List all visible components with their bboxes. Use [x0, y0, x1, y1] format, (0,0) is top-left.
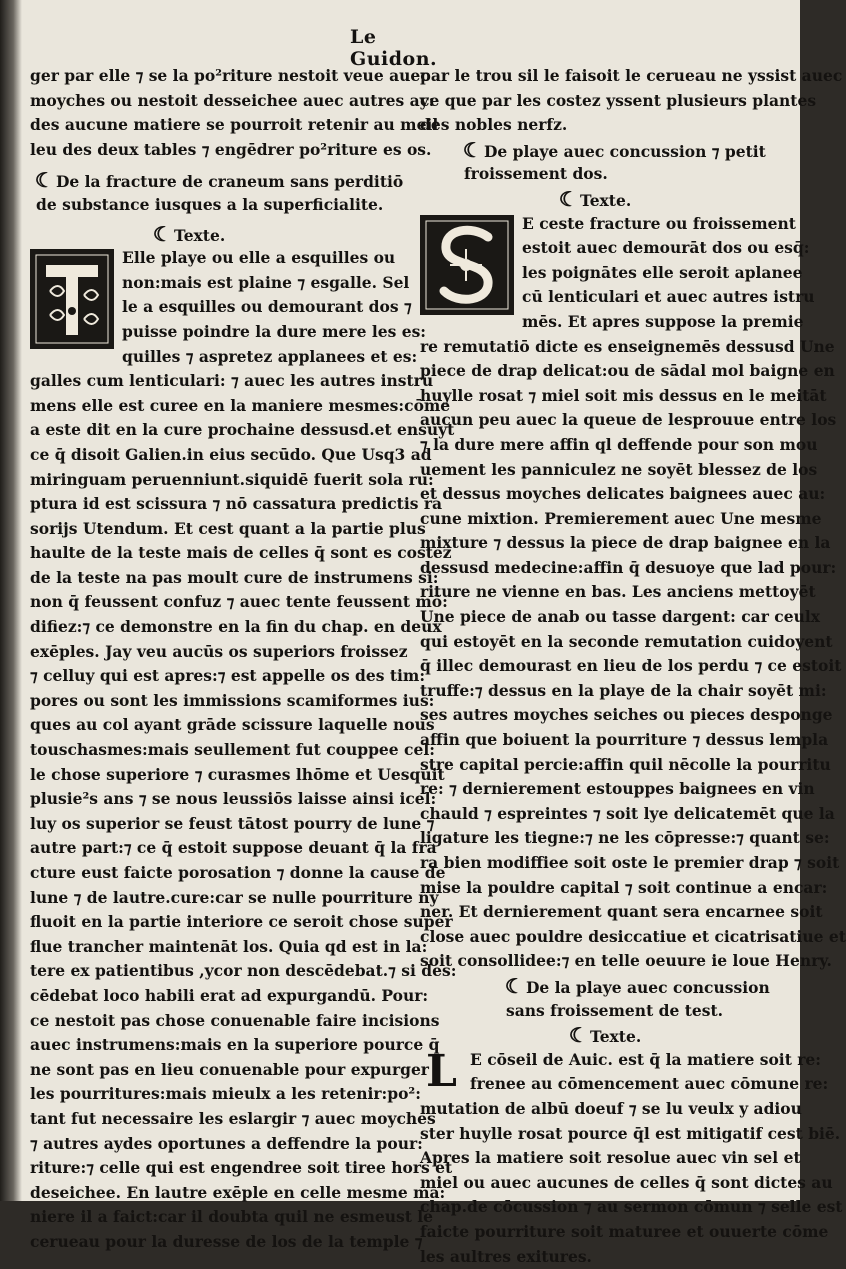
text-line: chap.de cōcussion ⁊ au sermon cōmun ⁊ selle est — [420, 1195, 772, 1220]
text-line: plusie²s ans ⁊ se nous leussiōs laisse ainsi icel: — [30, 787, 396, 812]
texte-line — [30, 222, 396, 247]
pilcrow-icon: ☾ — [153, 222, 174, 247]
text-line: quilles ⁊ aspretez applanees et es: — [30, 345, 396, 370]
texte-text: Texte. — [580, 191, 631, 210]
text-line: dessusd medecine:affin q̄ desuoye que lad pour: — [420, 556, 772, 581]
text-line: les aultres exitures. — [420, 1245, 772, 1269]
text-line: tere ex patientibus ,ycor non descēdebat.⁊ si des: — [30, 959, 396, 984]
pilcrow-icon: ☾ — [559, 187, 580, 212]
text-line: ques au col ayant grāde scissure laquelle nous — [30, 713, 396, 738]
text-line: le a esquilles ou demourant dos ⁊ — [30, 295, 396, 320]
floral-initial-art — [32, 251, 112, 347]
text-line: non:mais est plaine ⁊ esgalle. Sel — [30, 271, 396, 296]
text-line: les pourritures:mais mieulx a les retenir:po²: — [30, 1082, 396, 1107]
text-line: mutation de albū doeuf ⁊ se lu veulx y adiou — [420, 1097, 772, 1122]
pilcrow-icon: ☾ — [463, 138, 484, 163]
text-line: le chose superiore ⁊ curasmes lhōme et Uesquit — [30, 763, 396, 788]
text-line: ster huylle rosat pource q̄l est mitigatif cest biē. — [420, 1122, 772, 1147]
heading-line: de substance iusques a la superficialite. — [30, 193, 396, 218]
text-line: q̄ illec demourast en lieu de los perdu ⁊ ce estoit — [420, 654, 772, 679]
left-column — [30, 64, 396, 1255]
text-line: affin que boiuent la pourriture ⁊ dessus lempla — [420, 728, 772, 753]
text-line: les poignātes elle seroit aplanee — [420, 261, 772, 286]
text-line: ger par elle ⁊ se la po²riture nestoit veue auec — [30, 64, 396, 89]
text-line: chauld ⁊ espreintes ⁊ soit lye delicatemēt que la — [420, 802, 772, 827]
heading-line — [30, 168, 396, 193]
text-line: estoit auec demourāt dos ou esq̄: — [420, 236, 772, 261]
text-line: cture eust faicte porosation ⁊ donne la cause de — [30, 861, 396, 886]
decorated-paragraph — [30, 246, 396, 369]
text-line: riture:⁊ celle qui est engendree soit tiree hors et — [30, 1156, 396, 1181]
texte-text: Texte. — [590, 1027, 641, 1046]
text-line: ⁊ celluy qui est apres:⁊ est appelle os des tim: — [30, 664, 396, 689]
text-line: niere il a faict:car il doubta quil ne esmeust le — [30, 1205, 396, 1230]
text-line: cū lenticulari et auec autres istru — [420, 285, 772, 310]
texte-label — [420, 187, 772, 212]
text-line: cune mixtion. Premierement auec Une mesme — [420, 507, 772, 532]
pilcrow-icon: ☾ — [569, 1023, 590, 1048]
heading-line — [420, 974, 772, 999]
text-line: fluoit en la partie interiore ce seroit chose super — [30, 910, 396, 935]
text-line: moyches ou nestoit desseichee auec autres ay: — [30, 89, 396, 114]
texte-label — [420, 1023, 772, 1048]
text-line: ce q̄ disoit Galien.in eius secūdo. Que Usq3 ad — [30, 443, 396, 468]
text-line: faicte pourriture soit maturee et ouuerte cōme — [420, 1220, 772, 1245]
heading-text: De la playe auec concussion — [526, 978, 770, 997]
text-line: uement les panniculez ne soyēt blessez de los — [420, 458, 772, 483]
text-line: Elle playe ou elle a esquilles ou — [30, 246, 396, 271]
text-line: ra bien modiffiee soit oste le premier drap ⁊ soit — [420, 851, 772, 876]
text-line: luy os superior se feust tātost pourry de lune ⁊ — [30, 812, 396, 837]
book-gutter-shadow — [0, 0, 22, 1201]
heading-line — [420, 138, 772, 163]
initial-letter-l: L — [426, 1050, 466, 1094]
heading-line: sans froissement de test. — [420, 999, 772, 1024]
text-line: ⁊ la dure mere affin ql deffende pour son mou — [420, 433, 772, 458]
text-line: autre part:⁊ ce q̄ estoit suppose deuant q̄ la fra — [30, 836, 396, 861]
text-line: tant fut necessaire les eslargir ⁊ auec moyches — [30, 1107, 396, 1132]
text-line: a este dit en la cure prochaine dessusd.et ensuyt — [30, 418, 396, 443]
decorated-initial-t-icon — [30, 249, 114, 349]
text-line: galles cum lenticulari: ⁊ auec les autres instru — [30, 369, 396, 394]
running-head: Le Guidon. — [350, 26, 470, 70]
pilcrow-icon: ☾ — [35, 168, 56, 193]
text-line: stre capital percie:affin quil nēcolle la pourritu — [420, 753, 772, 778]
text-line: close auec pouldre desiccatiue et cicatrisatiue et — [420, 925, 772, 950]
text-line: mēs. Et apres suppose la premie — [420, 310, 772, 335]
text-line: frenee au cōmencement auec cōmune re: — [420, 1072, 772, 1097]
text-line: cerueau pour la duresse de los de la temple ⁊ — [30, 1230, 396, 1255]
decorated-initial-s-icon — [420, 215, 514, 315]
text-line: ligature les tiegne:⁊ ne les cōpresse:⁊ quant se: — [420, 826, 772, 851]
text-line: de la teste na pas moult cure de instrumens si: — [30, 566, 396, 591]
text-line: puisse poindre la dure mere les es: — [30, 320, 396, 345]
text-line: qui estoyēt en la seconde remutation cuidoyent — [420, 630, 772, 655]
text-line: lune ⁊ de lautre.cure:car se nulle pourriture ny — [30, 886, 396, 911]
section-heading-concussion-sans-froissement — [420, 974, 772, 1023]
text-line: ner. Et dernierement quant sera encarnee soit — [420, 900, 772, 925]
text-line: aucun peu auec la queue de lesprouue entre los — [420, 408, 772, 433]
heading-text: De playe auec concussion ⁊ petit — [484, 142, 766, 161]
final-paragraph — [420, 1048, 772, 1269]
text-line: re remutatiō dicte es enseignemēs dessusd Une — [420, 335, 772, 360]
text-line: ses autres moyches seiches ou pieces desponge — [420, 703, 772, 728]
text-line: piece de drap delicat:ou de sādal mol baigne en — [420, 359, 772, 384]
right-column — [420, 64, 772, 1269]
text-line: deseichee. En lautre exēple en celle mesme ma: — [30, 1181, 396, 1206]
heading-line: froissement dos. — [420, 162, 772, 187]
text-line: huylle rosat ⁊ miel soit mis dessus en le meitāt — [420, 384, 772, 409]
text-line: des nobles nerfz. — [420, 113, 772, 138]
text-line: ce que par les costez yssent plusieurs plantes — [420, 89, 772, 114]
text-line: flue trancher maintenāt los. Quia qd est in la: — [30, 935, 396, 960]
text-line: et dessus moyches delicates baignees auec au: — [420, 482, 772, 507]
texte-line — [420, 1023, 772, 1048]
texte-label — [30, 222, 396, 247]
left-opening-paragraph — [30, 64, 396, 162]
text-line: ne sont pas en lieu conuenable pour expurger — [30, 1058, 396, 1083]
text-line: exēples. Jay veu aucūs os superiors froissez — [30, 640, 396, 665]
text-line: Apres la matiere soit resolue auec vin sel et — [420, 1146, 772, 1171]
text-line: des aucune matiere se pourroit retenir au meil — [30, 113, 396, 138]
section-heading-concussion — [420, 138, 772, 187]
text-line: Une piece de anab ou tasse dargent: car ceulx — [420, 605, 772, 630]
text-line: haulte de la teste mais de celles q̄ sont es costez — [30, 541, 396, 566]
text-line: difiez:⁊ ce demonstre en la fin du chap. en deux — [30, 615, 396, 640]
texte-line — [420, 187, 772, 212]
text-line: pores ou sont les immissions scamiformes ius: — [30, 689, 396, 714]
text-line: auec instrumens:mais en la superiore pource q̄ — [30, 1033, 396, 1058]
text-line: cēdebat loco habili erat ad expurgandū. Pour: — [30, 984, 396, 1009]
right-body-text — [420, 335, 772, 974]
text-line: ⁊ autres aydes oportunes a deffendre la pour: — [30, 1132, 396, 1157]
text-line: miel ou auec aucunes de celles q̄ sont dictes au — [420, 1171, 772, 1196]
text-line: non q̄ feussent confuz ⁊ auec tente feussent mō: — [30, 590, 396, 615]
text-line: riture ne vienne en bas. Les anciens mettoyēt — [420, 580, 772, 605]
section-heading-fracture — [30, 168, 396, 217]
text-line: ptura id est scissura ⁊ nō cassatura predictis ra — [30, 492, 396, 517]
text-line: soit consollidee:⁊ en telle oeuure ie loue Henry. — [420, 949, 772, 974]
text-line: leu des deux tables ⁊ engēdrer po²riture es os. — [30, 138, 396, 163]
text-line: sorijs Utendum. Et cest quant a la partie plus — [30, 517, 396, 542]
left-body-text — [30, 369, 396, 1254]
text-line: re: ⁊ dernierement estouppes baignees en vin — [420, 777, 772, 802]
text-line: truffe:⁊ dessus en la playe de la chair soyēt mi: — [420, 679, 772, 704]
pilcrow-icon: ☾ — [505, 974, 526, 999]
decorated-paragraph — [420, 212, 772, 335]
text-line: mens elle est curee en la maniere mesmes:cōme — [30, 394, 396, 419]
floral-initial-art — [422, 217, 512, 313]
text-line: par le trou sil le faisoit le cerueau ne yssist auec — [420, 64, 772, 89]
right-opening-paragraph — [420, 64, 772, 138]
text-line: mise la pouldre capital ⁊ soit continue a encar: — [420, 876, 772, 901]
text-line: touschasmes:mais seullement fut couppee cel: — [30, 738, 396, 763]
text-line: miringuam peruenniunt.siquidē fuerit sola ru: — [30, 468, 396, 493]
text-line: ce nestoit pas chose conuenable faire incisions — [30, 1009, 396, 1034]
text-line: E cōseil de Auic. est q̄ la matiere soit re: — [420, 1048, 772, 1073]
text-line: mixture ⁊ dessus la piece de drap baignee en la — [420, 531, 772, 556]
text-line: E ceste fracture ou froissement — [420, 212, 772, 237]
texte-text: Texte. — [174, 226, 225, 245]
heading-text: De la fracture de craneum sans perditiō — [56, 172, 403, 191]
